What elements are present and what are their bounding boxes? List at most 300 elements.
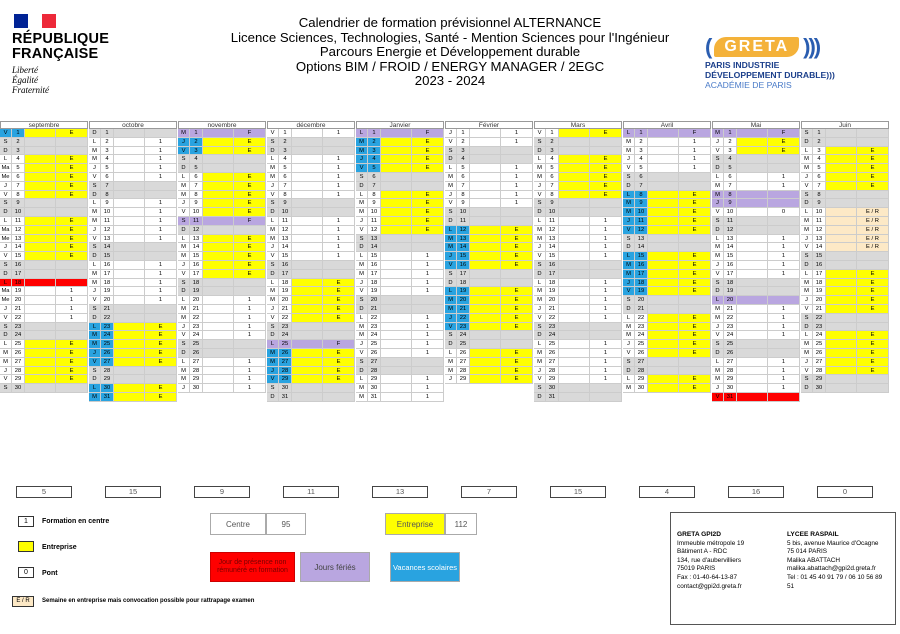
day-row (534, 279, 622, 288)
summary-centre-value: 95 (266, 513, 306, 535)
day-cell (737, 155, 768, 163)
day-cell (25, 279, 56, 287)
day-status: E (768, 147, 800, 155)
day-status (412, 305, 444, 313)
day-cell (25, 155, 56, 163)
day-row (356, 164, 444, 173)
day-cell (559, 340, 590, 348)
day-number: 19 (813, 287, 826, 295)
day-row (445, 235, 533, 244)
day-row (801, 323, 889, 332)
day-status: E (323, 305, 355, 313)
day-cell (559, 367, 590, 375)
day-number: 26 (368, 349, 381, 357)
day-status: 0 (768, 208, 800, 216)
day-cell (737, 340, 768, 348)
day-number: 28 (101, 367, 114, 375)
day-status: E (323, 358, 355, 366)
day-cell (737, 349, 768, 357)
day-number: 26 (813, 349, 826, 357)
day-number: 31 (101, 393, 114, 401)
day-status: E (234, 182, 266, 190)
day-status: E (56, 243, 88, 251)
day-cell (826, 217, 857, 225)
day-status (679, 358, 711, 366)
day-cell (381, 287, 412, 295)
day-status (412, 173, 444, 181)
day-row (445, 314, 533, 323)
day-status (412, 182, 444, 190)
day-of-week: L (89, 323, 101, 331)
day-cell (203, 375, 234, 383)
day-status: F (234, 217, 266, 225)
day-of-week: J (623, 217, 635, 225)
day-cell (25, 173, 56, 181)
day-cell (292, 261, 323, 269)
day-number: 20 (635, 296, 648, 304)
day-status: E (501, 367, 533, 375)
day-cell (25, 314, 56, 322)
day-row (534, 261, 622, 270)
day-cell (381, 331, 412, 339)
day-of-week: J (801, 358, 813, 366)
day-of-week: J (0, 243, 12, 251)
day-status: E (56, 340, 88, 348)
month-total: 0 (817, 486, 873, 498)
day-row (356, 129, 444, 138)
day-row (178, 129, 266, 138)
day-status: 1 (590, 314, 622, 322)
day-of-week: V (712, 331, 724, 339)
day-status: 1 (412, 261, 444, 269)
day-number: 4 (190, 155, 203, 163)
day-status (857, 191, 889, 199)
day-number: 28 (724, 367, 737, 375)
day-status: E (501, 305, 533, 313)
day-status: 1 (234, 384, 266, 392)
day-cell (203, 199, 234, 207)
contact-greta: GRETA GPI2D Immeuble métropole 19 Bâtiment A - RDC 134, rue d'aubervilliers 75019 PARIS Fax : 01-40-64-13-87 contact@gpi2d.greta.fr (677, 531, 745, 590)
day-of-week: M (712, 375, 724, 383)
day-number: 8 (724, 191, 737, 199)
day-cell (648, 270, 679, 278)
day-of-week: L (712, 235, 724, 243)
day-row (356, 367, 444, 376)
day-cell (826, 235, 857, 243)
day-number: 6 (457, 173, 470, 181)
day-number: 22 (457, 314, 470, 322)
day-row (0, 243, 88, 252)
day-of-week: S (801, 375, 813, 383)
day-cell (25, 147, 56, 155)
day-cell (203, 323, 234, 331)
day-of-week: J (801, 173, 813, 181)
day-cell (292, 147, 323, 155)
summary-vacances: Vacances scolaires (390, 552, 460, 582)
day-status: 1 (768, 358, 800, 366)
day-number: 10 (190, 208, 203, 216)
day-number: 1 (279, 129, 292, 137)
day-row (712, 199, 800, 208)
day-cell (826, 323, 857, 331)
day-status (56, 279, 88, 287)
day-cell (648, 252, 679, 260)
day-row (0, 340, 88, 349)
day-of-week: V (623, 226, 635, 234)
month-column (712, 121, 800, 402)
day-of-week: D (712, 164, 724, 172)
day-cell (25, 375, 56, 383)
day-number: 2 (368, 138, 381, 146)
day-row (0, 261, 88, 270)
day-number: 15 (101, 252, 114, 260)
month-total: 16 (728, 486, 784, 498)
day-status (501, 208, 533, 216)
day-row (267, 367, 355, 376)
day-of-week: S (356, 358, 368, 366)
day-status: 1 (412, 331, 444, 339)
day-cell (114, 182, 145, 190)
day-of-week: S (267, 261, 279, 269)
day-status (234, 287, 266, 295)
day-number: 7 (279, 182, 292, 190)
day-status: E (234, 138, 266, 146)
day-status: 1 (145, 235, 177, 243)
day-row (356, 375, 444, 384)
day-cell (25, 208, 56, 216)
day-row (0, 279, 88, 288)
day-cell (648, 340, 679, 348)
day-of-week: S (178, 217, 190, 225)
day-status: E / R (857, 226, 889, 234)
day-row (445, 199, 533, 208)
day-of-week: S (89, 305, 101, 313)
header (0, 0, 900, 120)
day-row (801, 173, 889, 182)
day-number: 25 (457, 340, 470, 348)
day-number: 7 (368, 182, 381, 190)
day-number: 20 (724, 296, 737, 304)
day-number: 25 (813, 340, 826, 348)
day-cell (381, 305, 412, 313)
day-status (679, 243, 711, 251)
day-cell (25, 226, 56, 234)
day-cell (381, 340, 412, 348)
day-of-week: M (712, 305, 724, 313)
day-row (534, 191, 622, 200)
day-status: 1 (145, 199, 177, 207)
day-cell (559, 208, 590, 216)
day-cell (292, 323, 323, 331)
day-of-week: D (534, 147, 546, 155)
day-row (0, 199, 88, 208)
day-number: 27 (724, 358, 737, 366)
page-title: Calendrier de formation prévisionnel ALTERNANCE Licence Sciences, Technologies, Santé - Mention Sciences pour l'Ingénieur Parcours Energie et Développement durable Options BIM / FROID / ENERGY MANAGER / 2EGC 2023 - 2024 (230, 15, 670, 88)
day-status (145, 367, 177, 375)
day-of-week: J (623, 279, 635, 287)
day-cell (381, 323, 412, 331)
day-number: 23 (457, 323, 470, 331)
day-number: 6 (724, 173, 737, 181)
day-row (712, 349, 800, 358)
day-number: 12 (190, 226, 203, 234)
day-number: 1 (724, 129, 737, 137)
day-number: 23 (279, 323, 292, 331)
day-of-week: D (267, 147, 279, 155)
day-cell (114, 384, 145, 392)
day-row (623, 287, 711, 296)
day-row (534, 393, 622, 402)
day-cell (25, 270, 56, 278)
day-row (623, 358, 711, 367)
day-number: 31 (279, 393, 292, 401)
day-number: 17 (813, 270, 826, 278)
day-row (712, 367, 800, 376)
day-number: 16 (546, 261, 559, 269)
day-of-week: D (356, 243, 368, 251)
month-total: 4 (639, 486, 695, 498)
day-status: 1 (234, 331, 266, 339)
day-of-week: M (356, 138, 368, 146)
day-number: 13 (724, 235, 737, 243)
day-row (712, 243, 800, 252)
day-cell (559, 358, 590, 366)
day-status (412, 358, 444, 366)
day-status: E (679, 314, 711, 322)
day-cell (114, 155, 145, 163)
day-number: 9 (724, 199, 737, 207)
day-number: 23 (12, 323, 25, 331)
day-status: E (412, 155, 444, 163)
day-cell (25, 235, 56, 243)
day-cell (826, 314, 857, 322)
day-row (623, 375, 711, 384)
day-number: 4 (724, 155, 737, 163)
day-row (356, 287, 444, 296)
day-status: E (857, 270, 889, 278)
day-row (623, 173, 711, 182)
day-cell (114, 235, 145, 243)
day-cell (648, 349, 679, 357)
day-row (534, 358, 622, 367)
day-status (323, 270, 355, 278)
day-number: 8 (279, 191, 292, 199)
day-row (267, 261, 355, 270)
day-row (534, 287, 622, 296)
day-status: E / R (857, 208, 889, 216)
day-row (267, 235, 355, 244)
day-status: E (679, 208, 711, 216)
day-number: 11 (813, 217, 826, 225)
day-row (267, 358, 355, 367)
day-status: E (56, 164, 88, 172)
day-of-week: M (534, 349, 546, 357)
day-number: 20 (190, 296, 203, 304)
day-row (89, 358, 177, 367)
month-name: Juin (801, 121, 889, 129)
day-row (445, 226, 533, 235)
day-row (623, 155, 711, 164)
day-row (89, 243, 177, 252)
day-number: 28 (12, 367, 25, 375)
day-cell (203, 147, 234, 155)
day-cell (203, 340, 234, 348)
day-number: 9 (635, 199, 648, 207)
day-number: 24 (457, 331, 470, 339)
day-row (89, 173, 177, 182)
day-cell (737, 384, 768, 392)
day-number: 26 (12, 349, 25, 357)
month-name: novembre (178, 121, 266, 129)
day-cell (737, 226, 768, 234)
day-status (145, 305, 177, 313)
day-status: 1 (501, 173, 533, 181)
day-status (234, 164, 266, 172)
rf-motto: Liberté Égalité Fraternité (12, 65, 49, 95)
day-number: 9 (546, 199, 559, 207)
day-cell (826, 252, 857, 260)
day-of-week: Ma (0, 287, 12, 295)
day-status: F (412, 129, 444, 137)
day-of-week: J (445, 252, 457, 260)
day-status: E (679, 279, 711, 287)
day-row (623, 349, 711, 358)
day-cell (114, 375, 145, 383)
day-cell (470, 147, 501, 155)
day-of-week: V (0, 191, 12, 199)
day-cell (292, 208, 323, 216)
day-status: E (501, 287, 533, 295)
day-of-week: M (801, 349, 813, 357)
day-cell (559, 331, 590, 339)
day-status: E (234, 199, 266, 207)
day-row (89, 323, 177, 332)
day-status: 1 (56, 296, 88, 304)
summary-centre-label: Centre (210, 513, 266, 535)
day-number: 30 (12, 384, 25, 392)
day-status (145, 375, 177, 383)
day-status: 1 (590, 340, 622, 348)
day-of-week: Ma (0, 226, 12, 234)
day-cell (203, 279, 234, 287)
day-row (445, 208, 533, 217)
day-cell (25, 296, 56, 304)
day-number: 8 (813, 191, 826, 199)
day-of-week: V (623, 164, 635, 172)
day-status (145, 129, 177, 137)
day-status: 1 (412, 314, 444, 322)
day-number: 23 (101, 323, 114, 331)
day-cell (826, 270, 857, 278)
day-number: 2 (546, 138, 559, 146)
month-name: décembre (267, 121, 355, 129)
day-number: 13 (635, 235, 648, 243)
day-row (801, 164, 889, 173)
day-of-week: L (534, 217, 546, 225)
day-of-week: J (623, 340, 635, 348)
day-row (89, 164, 177, 173)
day-row (0, 305, 88, 314)
day-status (501, 331, 533, 339)
day-cell (559, 261, 590, 269)
day-cell (470, 155, 501, 163)
day-row (534, 155, 622, 164)
day-row (178, 173, 266, 182)
day-status: E (501, 375, 533, 383)
day-row (623, 340, 711, 349)
day-cell (114, 243, 145, 251)
day-row (89, 393, 177, 402)
day-row (356, 235, 444, 244)
day-status (857, 314, 889, 322)
day-number: 26 (190, 349, 203, 357)
day-number: 5 (813, 164, 826, 172)
day-status (412, 243, 444, 251)
day-cell (826, 349, 857, 357)
day-of-week: M (534, 296, 546, 304)
legend-centre-label: Formation en centre (42, 518, 110, 525)
day-cell (559, 155, 590, 163)
day-of-week: L (712, 358, 724, 366)
day-of-week: S (267, 323, 279, 331)
day-row (623, 384, 711, 393)
day-status: 1 (145, 217, 177, 225)
day-cell (559, 323, 590, 331)
day-row (623, 331, 711, 340)
day-cell (737, 208, 768, 216)
day-row (89, 331, 177, 340)
day-number: 2 (635, 138, 648, 146)
day-status: 1 (412, 270, 444, 278)
day-number: 29 (12, 375, 25, 383)
day-number: 22 (635, 314, 648, 322)
day-number: 13 (457, 235, 470, 243)
day-of-week: V (356, 164, 368, 172)
day-status: E (679, 287, 711, 295)
day-status: 1 (768, 305, 800, 313)
day-cell (25, 138, 56, 146)
day-row (0, 155, 88, 164)
day-number: 29 (190, 375, 203, 383)
day-of-week: L (267, 279, 279, 287)
day-number: 31 (724, 393, 737, 401)
day-status: E (857, 164, 889, 172)
day-row (178, 217, 266, 226)
day-number: 30 (724, 384, 737, 392)
day-number: 3 (457, 147, 470, 155)
day-cell (381, 384, 412, 392)
day-cell (470, 182, 501, 190)
day-of-week: D (712, 287, 724, 295)
day-of-week: M (712, 367, 724, 375)
month-name: Janvier (356, 121, 444, 129)
day-row (267, 252, 355, 261)
day-status (56, 199, 88, 207)
day-status: 1 (768, 261, 800, 269)
day-cell (559, 235, 590, 243)
day-number: 7 (546, 182, 559, 190)
day-status: E (234, 261, 266, 269)
day-cell (737, 331, 768, 339)
day-number: 3 (190, 147, 203, 155)
day-status: E (857, 349, 889, 357)
day-number: 14 (279, 243, 292, 251)
day-of-week: J (356, 217, 368, 225)
day-of-week: M (89, 279, 101, 287)
day-number: 24 (190, 331, 203, 339)
day-number: 2 (190, 138, 203, 146)
day-cell (737, 191, 768, 199)
